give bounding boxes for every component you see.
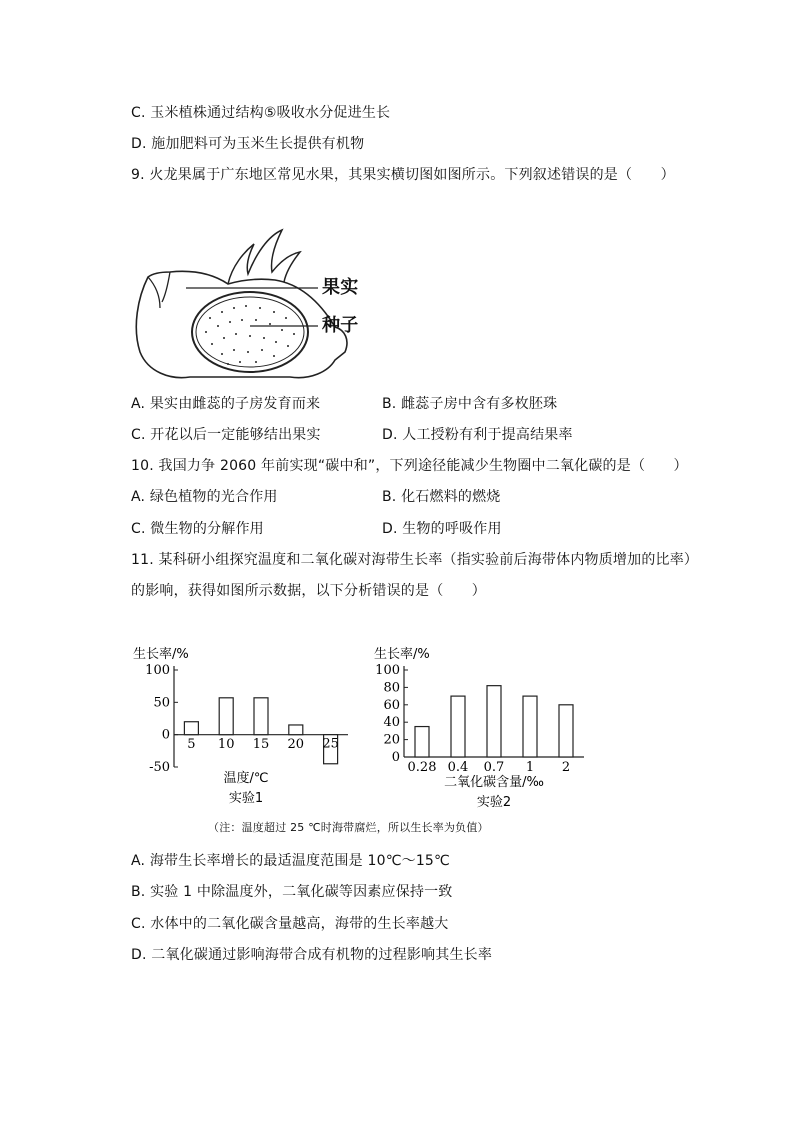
fruit-flesh-outer xyxy=(192,292,308,372)
x-tick-label: 20 xyxy=(287,737,305,752)
q9-option-d: D. 人工授粉有利于提高结果率 xyxy=(382,427,573,443)
x-axis-label: 温度/℃ xyxy=(223,771,269,786)
y-axis-label: 生长率/% xyxy=(374,647,430,662)
y-tick-label: 0 xyxy=(161,727,170,743)
bar-15 xyxy=(254,698,268,735)
x-tick-label: 15 xyxy=(252,737,270,752)
y-tick-label: 100 xyxy=(145,663,170,678)
q11-stem-line2: 的影响，获得如图所示数据，以下分析错误的是（ ） xyxy=(131,583,486,599)
q11-option-b: B. 实验 1 中除温度外，二氧化碳等因素应保持一致 xyxy=(131,884,453,900)
fruit-label: 果实 xyxy=(322,277,359,298)
q10-option-b: B. 化石燃料的燃烧 xyxy=(382,489,501,505)
bar-0.28 xyxy=(415,727,429,757)
q9-option-a: A. 果实由雌蕊的子房发育而来 xyxy=(131,396,321,412)
q9-stem: 9. 火龙果属于广东地区常见水果，其果实横切图如图所示。下列叙述错误的是（ ） xyxy=(131,167,675,183)
y-tick-label: 80 xyxy=(383,680,400,696)
q11-option-d: D. 二氧化碳通过影响海带合成有机物的过程影响其生长率 xyxy=(131,947,493,963)
y-tick-label: -50 xyxy=(149,760,170,775)
q9-option-b: B. 雌蕊子房中含有多枚胚珠 xyxy=(382,396,558,412)
x-tick-label: 25 xyxy=(322,736,339,752)
q11-stem-line1: 11. 某科研小组探究温度和二氧化碳对海带生长率（指实验前后海带体内物质增加的比率） xyxy=(131,552,699,568)
x-tick-label: 0.7 xyxy=(483,760,505,775)
q8-option-d: D. 施加肥料可为玉米生长提供有机物 xyxy=(131,136,365,152)
bar-5 xyxy=(184,722,198,735)
x-tick-label: 1 xyxy=(525,760,535,775)
bar-0.4 xyxy=(451,696,465,757)
x-tick-label: 10 xyxy=(217,737,235,752)
chart-caption: 实验2 xyxy=(476,795,512,810)
chart-experiment-1 xyxy=(128,640,358,815)
bar-0.7 xyxy=(487,686,501,757)
q11-option-c: C. 水体中的二氧化碳含量越高，海带的生长率越大 xyxy=(131,916,449,932)
y-axis-label: 生长率/% xyxy=(133,647,189,662)
q11-note: （注：温度超过 25 ℃时海带腐烂，所以生长率为负值） xyxy=(208,821,489,834)
q10-stem: 10. 我国力争 2060 年前实现“碳中和”，下列途径能减少生物圈中二氧化碳的是（ ） xyxy=(131,458,688,474)
q10-option-a: A. 绿色植物的光合作用 xyxy=(131,489,278,505)
y-tick-label: 0 xyxy=(391,750,400,765)
x-tick-label: 2 xyxy=(561,760,571,775)
fruit-flesh-inner xyxy=(196,297,304,367)
x-tick-label: 0.28 xyxy=(407,760,437,775)
q10-option-d: D. 生物的呼吸作用 xyxy=(382,521,502,537)
x-tick-label: 0.4 xyxy=(447,760,469,775)
bar-10 xyxy=(219,698,233,735)
bar-20 xyxy=(289,725,303,735)
q11-option-a: A. 海带生长率增长的最适温度范围是 10℃～15℃ xyxy=(131,853,450,869)
chart-caption: 实验1 xyxy=(228,791,264,806)
chart-experiment-2 xyxy=(370,640,600,815)
seed-label: 种子 xyxy=(322,315,359,336)
y-tick-label: 100 xyxy=(375,663,400,678)
q9-option-c: C. 开花以后一定能够结出果实 xyxy=(131,427,321,443)
x-tick-label: 5 xyxy=(187,737,196,752)
seed-dots xyxy=(205,305,295,365)
y-tick-label: 60 xyxy=(383,697,400,713)
q10-option-c: C. 微生物的分解作用 xyxy=(131,521,264,537)
fruit-bracts xyxy=(228,230,300,284)
y-tick-label: 40 xyxy=(383,715,400,731)
y-tick-label: 50 xyxy=(153,695,170,711)
dragon-fruit-figure xyxy=(130,222,370,387)
fruit-husk xyxy=(136,271,347,377)
y-tick-label: 20 xyxy=(383,732,400,748)
bar-1 xyxy=(523,696,537,757)
q8-option-c: C. 玉米植株通过结构⑤吸收水分促进生长 xyxy=(131,105,391,121)
bar-2 xyxy=(559,705,573,757)
x-axis-label: 二氧化碳含量/‰ xyxy=(444,775,544,790)
